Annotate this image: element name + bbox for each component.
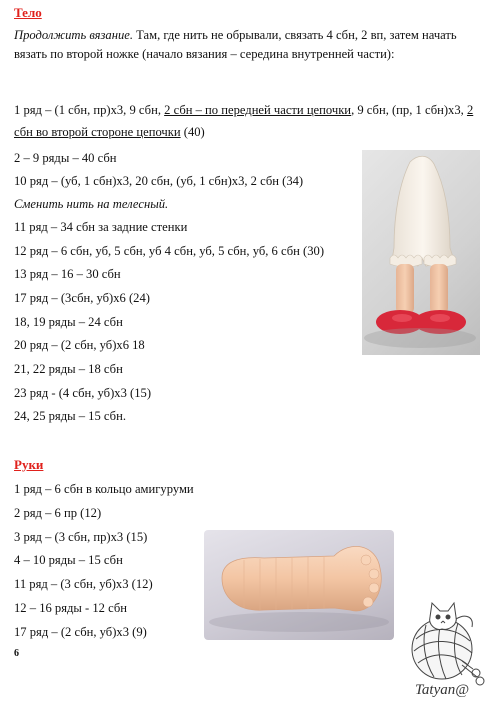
row-17: 17 ряд – (3сбн, уб)х6 (24) [14,291,150,305]
watermark-text: Tatyan@ [414,682,470,697]
row-1-part-a: 1 ряд – (1 сбн, пр)х3, 9 сбн, [14,103,165,117]
row-1-part-d: 2 сбн во второй стороне цепочки [14,103,474,139]
row-13-16: 13 ряд – 16 – 30 сбн [14,267,121,281]
color-change-note: Сменить нить на телесный. [14,197,169,211]
row-1 [14,99,476,143]
arm-row-2: 2 ряд – 6 пр (12) [14,506,102,520]
row-23: 23 ряд - (4 сбн, уб)х3 (15) [14,386,152,400]
watermark-logo [396,595,488,697]
row-11: 11 ряд – 34 сбн за задние стенки [14,220,188,234]
legs-photo [362,150,480,355]
row-24-25: 24, 25 ряды – 15 сбн. [14,409,126,423]
row-1-part-c: , 9 сбн, (пр, 1 сбн)х3, [351,103,467,117]
row-10: 10 ряд – (уб, 1 сбн)х3, 20 сбн, (уб, 1 сбн)х3, 2 сбн (34) [14,174,304,188]
arm-photo [204,530,394,640]
legs-illustration [362,150,480,355]
row-1-part-b: 2 сбн – по передней части цепочки [164,103,352,117]
intro-text: Там, где нить не обрывали, связать 4 сбн, 2 вп, затем начать вязать по второй ножке (начало вязания – середина внутренней части): [14,28,457,61]
page-number: 6 [14,648,19,659]
row-18-19: 18, 19 ряды – 24 сбн [14,315,123,329]
intro-paragraph [14,26,474,64]
row-2-9: 2 – 9 ряды – 40 сбн [14,151,117,165]
arm-row-3: 3 ряд – (3 сбн, пр)х3 (15) [14,530,148,544]
row-21-22: 21, 22 ряды – 18 сбн [14,362,123,376]
section-heading-body: Тело [14,5,42,20]
row-20: 20 ряд – (2 сбн, уб)х6 18 [14,338,145,352]
cat-yarn-icon [396,595,488,697]
arm-row-4-10: 4 – 10 ряды – 15 сбн [14,553,123,567]
arm-row-17: 17 ряд – (2 сбн, уб)х3 (9) [14,625,147,639]
row-12: 12 ряд – 6 сбн, уб, 5 сбн, уб 4 сбн, уб, 5 сбн, уб, 6 сбн (30) [14,244,325,258]
arm-illustration [204,530,394,640]
row-1-part-e: (40) [180,125,205,139]
intro-italic: Продолжить вязание. [14,28,134,42]
arm-row-11: 11 ряд – (3 сбн, уб)х3 (12) [14,577,153,591]
arm-row-12-16: 12 – 16 ряды - 12 сбн [14,601,128,615]
arm-row-1: 1 ряд – 6 сбн в кольцо амигуруми [14,482,194,496]
section-heading-arms: Руки [14,457,44,472]
